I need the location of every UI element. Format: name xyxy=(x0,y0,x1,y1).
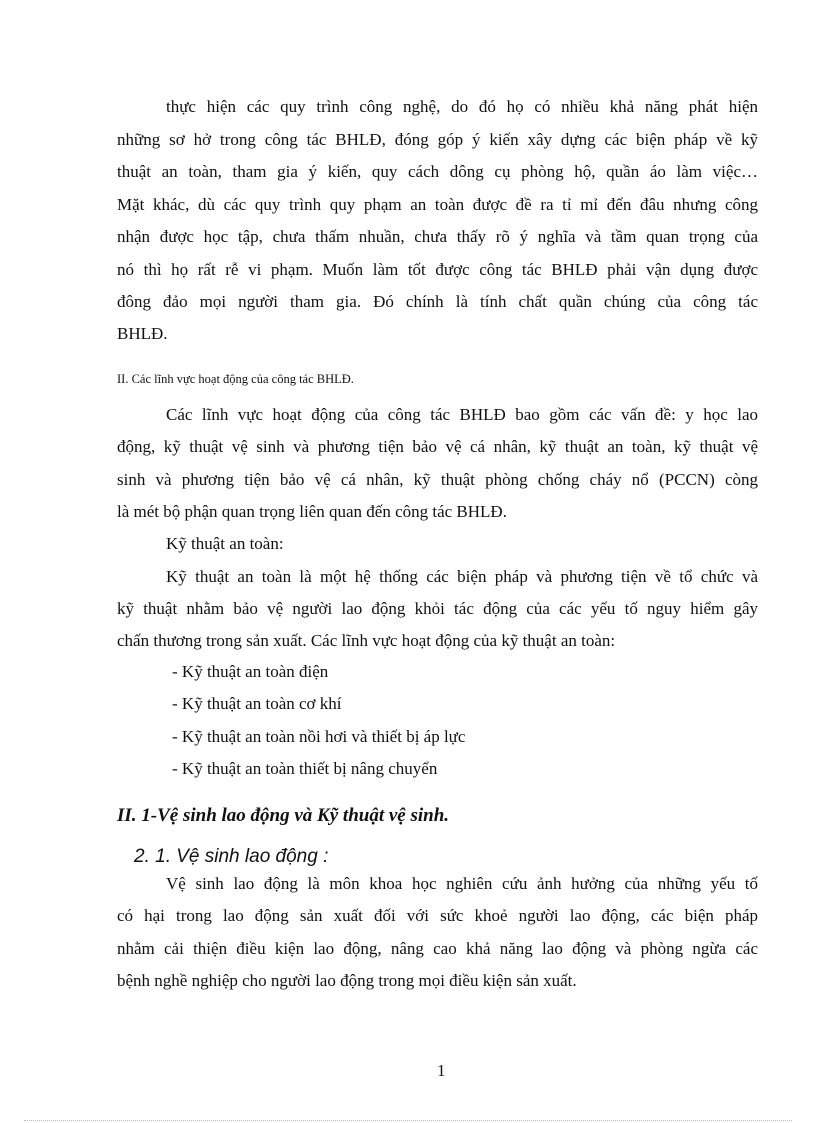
paragraph-1-line-6: nó thì họ rất rễ vi phạm. Muốn làm tốt được công tác BHLĐ phải vận dụng được xyxy=(117,260,758,279)
paragraph-2-line-2: động, kỹ thuật vệ sinh và phương tiện bảo vệ cá nhân, kỹ thuật an toàn, kỹ thuật vệ xyxy=(117,437,758,456)
paragraph-4-line-4: bệnh nghề nghiệp cho người lao động trong mọi điều kiện sản xuất. xyxy=(117,971,577,990)
paragraph-1-line-5: nhận được học tập, chưa thấm nhuần, chưa thấy rõ ý nghĩa và tầm quan trọng của xyxy=(117,227,758,246)
paragraph-2-line-3: sinh và phương tiện bảo vệ cá nhân, kỹ thuật phòng chống cháy nổ (PCCN) còng xyxy=(117,470,758,489)
paragraph-3-line-3: chấn thương trong sản xuất. Các lĩnh vực hoạt động của kỹ thuật an toàn: xyxy=(117,631,616,650)
page-bottom-divider xyxy=(24,1120,792,1121)
paragraph-4-line-3: nhằm cải thiện điều kiện lao động, nâng cao khả năng lao động và phòng ngừa các xyxy=(117,939,758,958)
paragraph-3-line-2: kỹ thuật nhằm bảo vệ người lao động khỏi tác động của các yếu tố nguy hiểm gây xyxy=(117,599,758,618)
paragraph-1-line-1: thực hiện các quy trình công nghệ, do đó họ có nhiều khả năng phát hiện xyxy=(166,97,758,116)
safety-list-item: - Kỹ thuật an toàn thiết bị nâng chuyển xyxy=(172,759,438,778)
paragraph-1-line-3: thuật an toàn, tham gia ý kiến, quy cách dông cụ phòng hộ, quần áo làm việc… xyxy=(117,162,758,181)
safety-list-item: - Kỹ thuật an toàn cơ khí xyxy=(172,694,342,713)
section-ii-title: II. Các lĩnh vực hoạt động của công tác BHLĐ. xyxy=(117,372,354,386)
paragraph-3-line-1: Kỹ thuật an toàn là một hệ thống các biện pháp và phương tiện về tổ chức và xyxy=(166,567,758,586)
paragraph-1-line-8: BHLĐ. xyxy=(117,324,168,343)
paragraph-1-line-7: đông đảo mọi người tham gia. Đó chính là tính chất quần chúng của công tác xyxy=(117,292,758,311)
heading-2-1: 2. 1. Vệ sinh lao động : xyxy=(134,846,329,867)
paragraph-1-line-4: Mặt khác, dù các quy trình quy phạm an toàn được đề ra tỉ mỉ đến đâu nhưng công xyxy=(117,195,758,214)
paragraph-1-line-2: những sơ hở trong công tác BHLĐ, đóng góp ý kiến xây dựng các biện pháp về kỹ xyxy=(117,130,758,149)
paragraph-2-line-1: Các lĩnh vực hoạt động của công tác BHLĐ bao gồm các vấn đề: y học lao xyxy=(166,405,758,424)
safety-list-item: - Kỹ thuật an toàn nồi hơi và thiết bị áp lực xyxy=(172,727,466,746)
paragraph-2-line-4: là mét bộ phận quan trọng liên quan đến công tác BHLĐ. xyxy=(117,502,507,521)
page-number: 1 xyxy=(437,1061,446,1080)
paragraph-4-line-2: có hại trong lao động sản xuất đối với sức khoẻ người lao động, các biện pháp xyxy=(117,906,758,925)
safety-label: Kỹ thuật an toàn: xyxy=(166,534,284,553)
safety-list-item: - Kỹ thuật an toàn điện xyxy=(172,662,329,681)
heading-ii-1: II. 1-Vệ sinh lao động và Kỹ thuật vệ sinh. xyxy=(117,805,450,826)
paragraph-4-line-1: Vệ sinh lao động là môn khoa học nghiên cứu ảnh hưởng của những yếu tố xyxy=(166,874,758,893)
